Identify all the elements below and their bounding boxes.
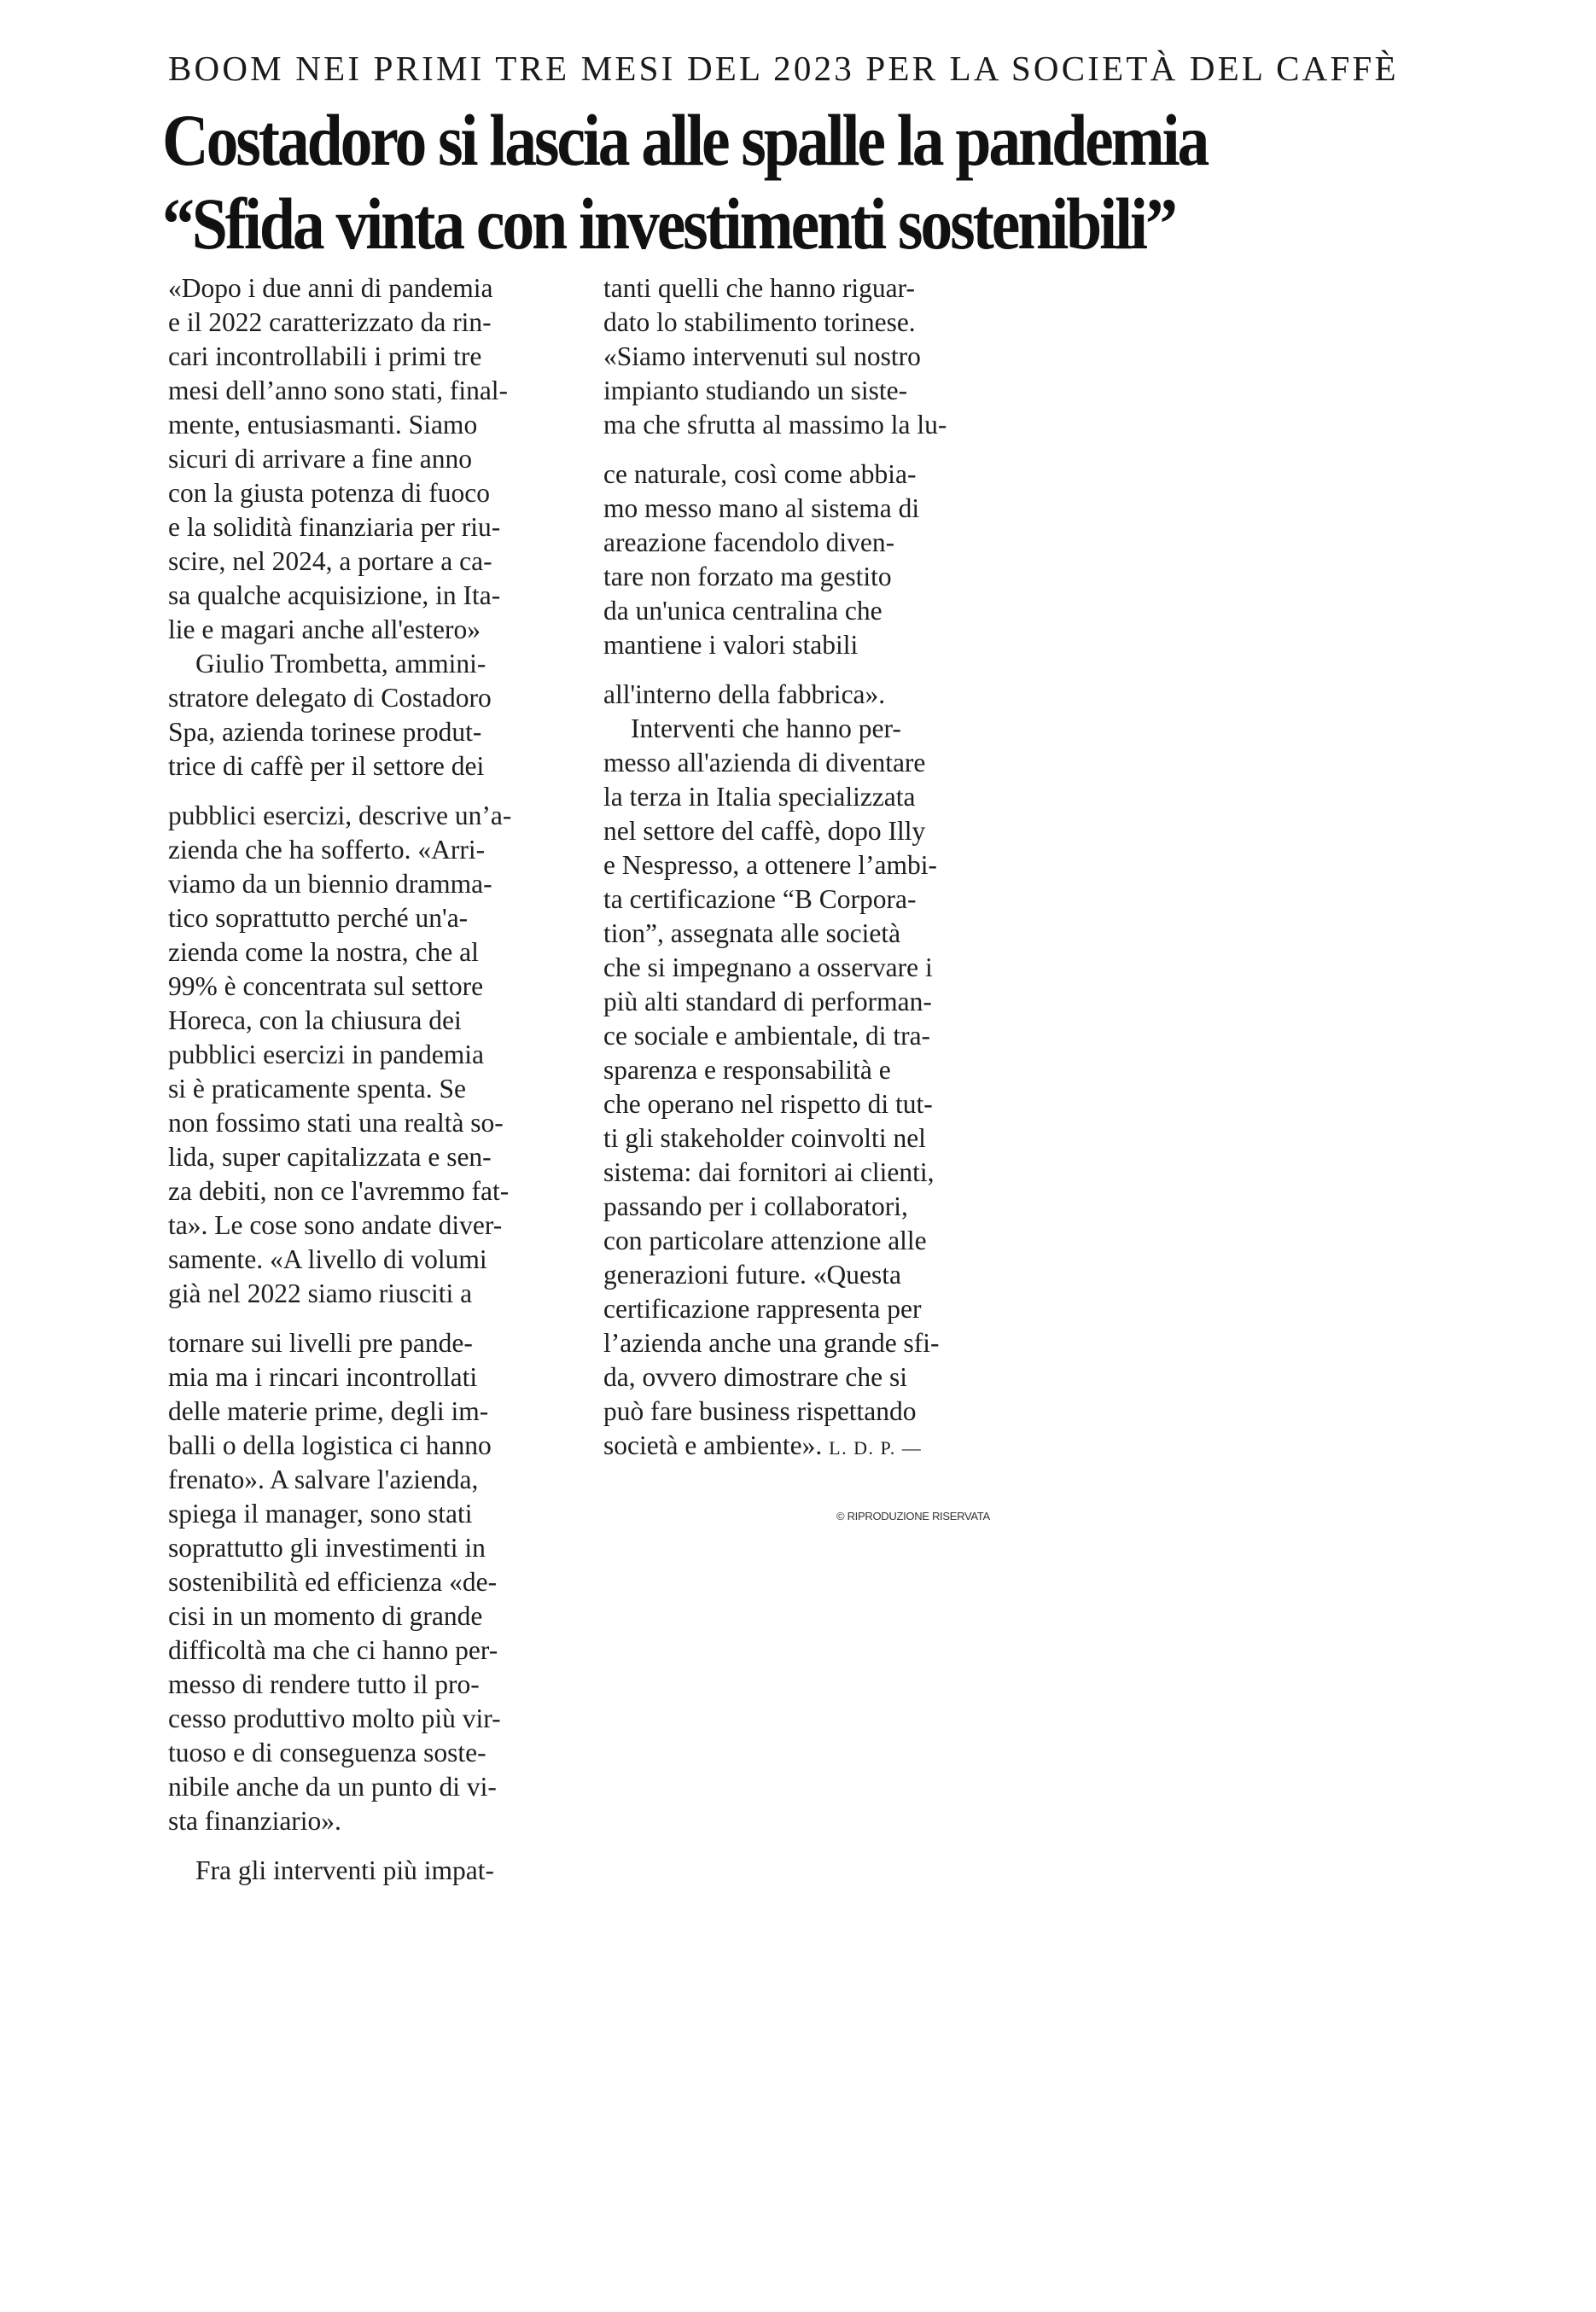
copyright-notice: © RIPRODUZIONE RISERVATA — [836, 1510, 990, 1523]
text-line: areazione facendolo diven- — [603, 527, 895, 557]
article-column-1 — [168, 271, 569, 1888]
text-line: impianto studiando un siste- — [603, 376, 908, 405]
text-line: Giulio Trombetta, ammini- — [195, 649, 486, 678]
text-line: Fra gli interventi più impat- — [195, 1855, 494, 1885]
text-line: spiega il manager, sono stati — [168, 1499, 473, 1529]
text-line: viamo da un biennio dramma- — [168, 869, 492, 899]
text-line: mantiene i valori stabili — [603, 630, 859, 660]
text-line: sparenza e responsabilità e — [603, 1055, 891, 1085]
text-line: zienda come la nostra, che al — [168, 937, 479, 967]
text-line: trice di caffè per il settore dei — [168, 751, 485, 781]
text-line: za debiti, non ce l'avremmo fat- — [168, 1176, 510, 1206]
spacer — [168, 783, 569, 799]
text-line: difficoltà ma che ci hanno per- — [168, 1635, 498, 1665]
text-line: tare non forzato ma gestito — [603, 562, 892, 591]
spacer — [168, 1311, 569, 1326]
text-line: l’azienda anche una grande sfi- — [603, 1328, 940, 1358]
author-signature: L. D. P. — — [829, 1437, 923, 1459]
text-line: «Dopo i due anni di pandemia — [168, 273, 493, 303]
text-line: delle materie prime, degli im- — [168, 1396, 489, 1426]
text-line: mente, entusiasmanti. Siamo — [168, 410, 478, 440]
text-line: società e ambiente». — [603, 1430, 823, 1460]
text-line: nibile anche da un punto di vi- — [168, 1772, 497, 1802]
text-line: mia ma i rincari incontrollati — [168, 1362, 478, 1392]
text-line: che si impegnano a osservare i — [603, 952, 933, 982]
text-line: 99% è concentrata sul settore — [168, 971, 484, 1001]
text-line: all'interno della fabbrica». — [603, 679, 886, 709]
text-line: mo messo mano al sistema di — [603, 493, 920, 523]
text-line: e il 2022 caratterizzato da rin- — [168, 307, 492, 337]
text-line: mesi dell’anno sono stati, final- — [168, 376, 509, 405]
text-line: più alti standard di performan- — [603, 987, 932, 1016]
text-line: sistema: dai fornitori ai clienti, — [603, 1157, 935, 1187]
text-line: ce naturale, così come abbia- — [603, 459, 917, 489]
text-line: da, ovvero dimostrare che si — [603, 1362, 908, 1392]
text-line: passando per i collaboratori, — [603, 1191, 908, 1221]
text-line: già nel 2022 siamo riusciti a — [168, 1278, 473, 1308]
spacer — [603, 442, 1005, 457]
text-line: tion”, assegnata alle società — [603, 918, 901, 948]
spacer — [168, 1838, 569, 1854]
text-line: ta». Le cose sono andate diver- — [168, 1210, 503, 1240]
headline-line-1: Costadoro si lascia alle spalle la pandemia — [162, 99, 1208, 181]
article-column-2 — [603, 271, 1005, 1463]
text-line: può fare business rispettando — [603, 1396, 917, 1426]
text-line: e Nespresso, a ottenere l’ambi- — [603, 850, 937, 880]
text-line: messo di rendere tutto il pro- — [168, 1669, 480, 1699]
text-line: certificazione rappresenta per — [603, 1294, 922, 1324]
text-line: da un'unica centralina che — [603, 596, 882, 626]
spacer — [603, 662, 1005, 678]
text-line: sicuri di arrivare a fine anno — [168, 444, 472, 474]
text-line: pubblici esercizi in pandemia — [168, 1040, 484, 1069]
text-line: lida, super capitalizzata e sen- — [168, 1142, 492, 1172]
text-line: pubblici esercizi, descrive un’a- — [168, 801, 512, 830]
text-line: si è praticamente spenta. Se — [168, 1074, 466, 1104]
text-line: tico soprattutto perché un'a- — [168, 903, 469, 933]
article-kicker: BOOM NEI PRIMI TRE MESI DEL 2023 PER LA SOCIETÀ DEL CAFFÈ — [168, 49, 1399, 88]
text-line: messo all'azienda di diventare — [603, 748, 926, 777]
text-line: zienda che ha sofferto. «Arri- — [168, 835, 486, 865]
text-line: sostenibilità ed efficienza «de- — [168, 1567, 498, 1597]
text-line: che operano nel rispetto di tut- — [603, 1089, 933, 1119]
text-line: con particolare attenzione alle — [603, 1226, 927, 1255]
text-line: la terza in Italia specializzata — [603, 782, 916, 812]
text-line: e la solidità finanziaria per riu- — [168, 512, 501, 542]
text-line: nel settore del caffè, dopo Illy — [603, 816, 926, 846]
text-line: generazioni future. «Questa — [603, 1260, 901, 1290]
text-line: cesso produttivo molto più vir- — [168, 1703, 501, 1733]
headline-line-2: “Sfida vinta con investimenti sostenibili” — [162, 183, 1175, 265]
text-line: soprattutto gli investimenti in — [168, 1533, 486, 1563]
text-line: ce sociale e ambientale, di tra- — [603, 1021, 931, 1051]
text-line: cari incontrollabili i primi tre — [168, 341, 482, 371]
text-line: Horeca, con la chiusura dei — [168, 1005, 462, 1035]
text-line: scire, nel 2024, a portare a ca- — [168, 546, 492, 576]
text-line: Spa, azienda torinese produt- — [168, 717, 482, 747]
text-line: ti gli stakeholder coinvolti nel — [603, 1123, 926, 1153]
text-line: stratore delegato di Costadoro — [168, 683, 492, 713]
text-line: ma che sfrutta al massimo la lu- — [603, 410, 947, 440]
text-line: samente. «A livello di volumi — [168, 1244, 487, 1274]
article-last-line — [603, 1429, 1005, 1463]
text-line: tanti quelli che hanno riguar- — [603, 273, 915, 303]
text-line: non fossimo stati una realtà so- — [168, 1108, 504, 1138]
text-line: tornare sui livelli pre pande- — [168, 1328, 473, 1358]
text-line: ta certificazione “B Corpora- — [603, 884, 917, 914]
text-line: sta finanziario». — [168, 1806, 341, 1836]
text-line: balli o della logistica ci hanno — [168, 1430, 492, 1460]
text-line: con la giusta potenza di fuoco — [168, 478, 491, 508]
text-line: «Siamo intervenuti sul nostro — [603, 341, 921, 371]
text-line: sa qualche acquisizione, in Ita- — [168, 580, 501, 610]
text-line: lie e magari anche all'estero» — [168, 614, 481, 644]
text-line: frenato». A salvare l'azienda, — [168, 1465, 479, 1494]
text-line: Interventi che hanno per- — [631, 713, 901, 743]
text-line: cisi in un momento di grande — [168, 1601, 483, 1631]
text-line: tuoso e di conseguenza soste- — [168, 1738, 486, 1767]
text-line: dato lo stabilimento torinese. — [603, 307, 916, 337]
article-headline — [162, 98, 1289, 265]
